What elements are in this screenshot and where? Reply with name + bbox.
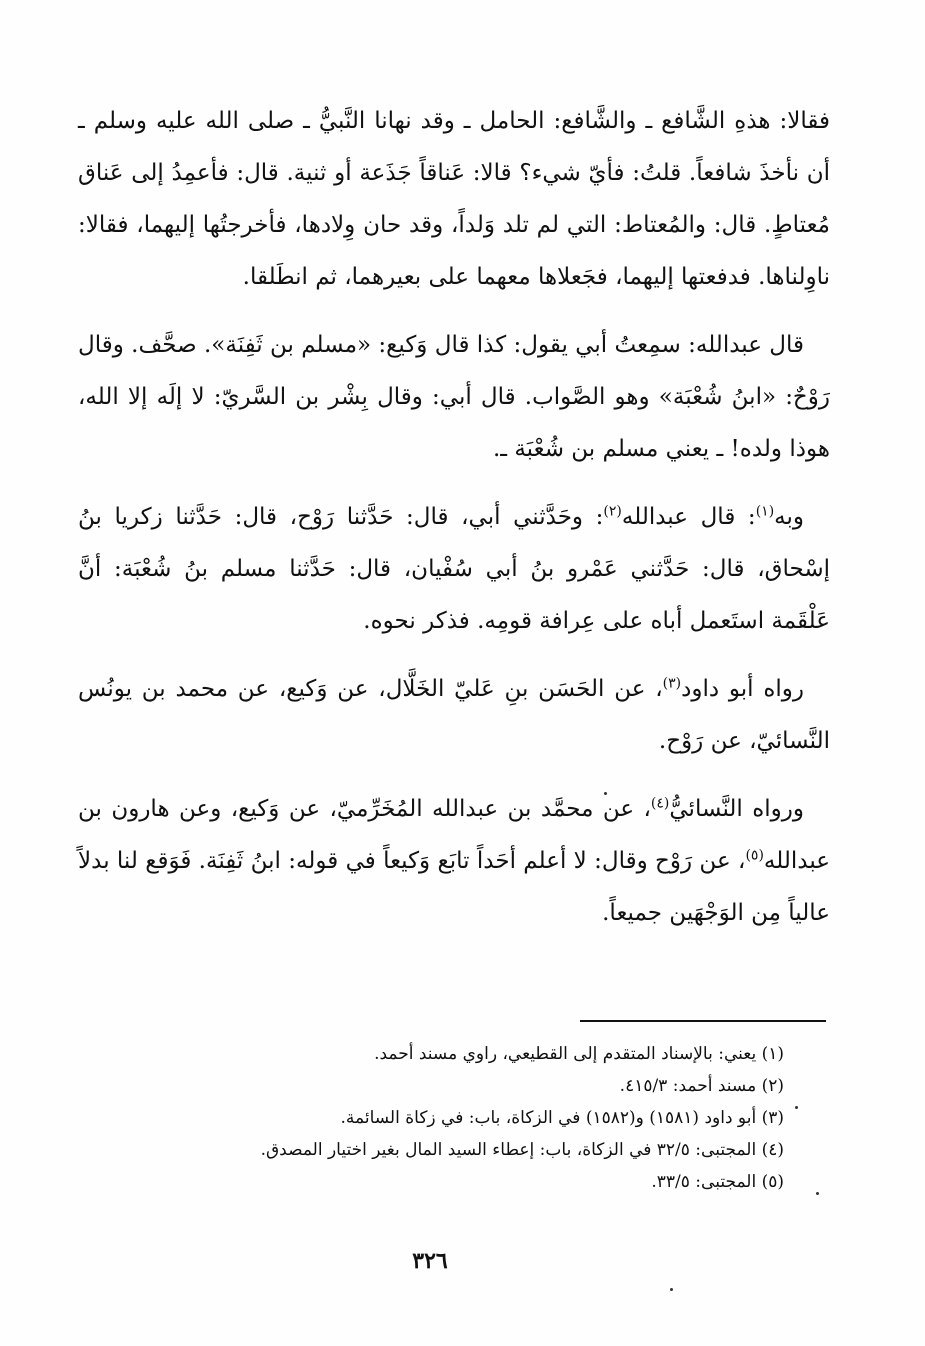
paragraph-3-text-a: وبه (774, 504, 804, 530)
footnote-5: (٥) المجتبى: ٣٣/٥. (651, 1172, 784, 1192)
footnote-ref-1: (١) (755, 503, 775, 520)
paragraph-3-text-b: : قال عبدالله (621, 504, 756, 530)
footnote-1: (١) يعني: بالإسناد المتقدم إلى القطيعي، راوي مسند أحمد. (374, 1044, 784, 1064)
paragraph-5 (78, 783, 830, 939)
page-number: ٣٢٦ (412, 1248, 448, 1274)
paragraph-1: فقالا: هذهِ الشَّافع ـ والشَّافع: الحامل ـ وقد نهانا النَّبيُّ ـ صلى الله عليه وسلم ـ أن نأخذَ شافعاً. قلتُ: فأيّ شيء؟ قالا: عَناقاً جَذَعة أو ثنية. قال: فأعمِدُ إلى عَناق مُعتاطٍ. قال: والمُعتاط: التي لم تلد وَلداً، وقد حان وِلادها، فأخرجتُها إليهما، فقالا: ناوِلناها. فدفعتها إليهما، فجَعلاها معهما على بعيرهما، ثم انطَلقا. (78, 108, 830, 290)
main-text (78, 95, 830, 939)
paragraph-4-text-b: ، عن الحَسَن بنِ عَليّ الخَلَّال، عن وَكيع، عن محمد بن يونُس النَّسائيّ، عن رَوْح. (78, 676, 830, 754)
scan-speck (604, 792, 607, 795)
paragraph-3 (78, 491, 830, 647)
footnote-ref-4: (٤) (650, 795, 670, 812)
paragraph-5-text-c: ، عن رَوْح وقال: لا أعلم أحَداً تابَع وَكيعاً في قوله: ابنُ ثَفِنَة. فَوَقع لنا بدلاً عالياً مِن الوَجْهَين جميعاً. (78, 848, 830, 926)
paragraph-5-text-b: ، عن محمَّد بن عبدالله المُخَرِّميّ، عن وَكيع، وعن هارون بن عبدالله (78, 796, 830, 874)
footnote-3: (٣) أبو داود (١٥٨١) و(١٥٨٢) في الزكاة، باب: في زكاة السائمة. (340, 1108, 784, 1128)
footnote-divider (580, 1020, 826, 1022)
footnote-2: (٢) مسند أحمد: ٤١٥/٣. (619, 1076, 784, 1096)
footnote-4: (٤) المجتبى: ٣٢/٥ في الزكاة، باب: إعطاء السيد المال بغير اختيار المصدق. (260, 1140, 784, 1160)
paragraph-3-text-c: : وحَدَّثني أبي، قال: حَدَّثنا رَوْح، قال: حَدَّثنا زكريا بنُ إسْحاق، قال: حَدَّثني عَمْرو بنُ أبي سُفْيان، قال: حَدَّثنا مسلم بنُ شُعْبَة: أنَّ عَلْقَمة استَعمل أباه على عِرافة قومِه. فذكر نحوه. (78, 504, 830, 634)
paragraph-2: قال عبدالله: سمِعتُ أبي يقول: كذا قال وَكيع: «مسلم بن ثَفِنَة». صحَّف. وقال رَوْحٌ: «ابنُ شُعْبَة» وهو الصَّواب. قال أبي: وقال بِشْر بن السَّريّ: لا إلَه إلا الله، هوذا ولده! ـ يعني مسلم بن شُعْبَة ـ. (78, 332, 830, 462)
paragraph-4 (78, 663, 830, 767)
scan-speck (670, 1288, 673, 1291)
paragraph-4-text-a: رواه أبو داود (681, 676, 805, 702)
footnote-ref-2: (٢) (603, 503, 622, 520)
paragraph-5-text-a: ورواه النَّسائيُّ (669, 796, 804, 822)
footnote-ref-5: (٥) (745, 847, 764, 864)
footnotes (150, 1038, 784, 1198)
scan-speck (795, 1106, 798, 1109)
scan-speck (816, 1192, 819, 1195)
footnote-ref-3: (٣) (662, 675, 682, 692)
